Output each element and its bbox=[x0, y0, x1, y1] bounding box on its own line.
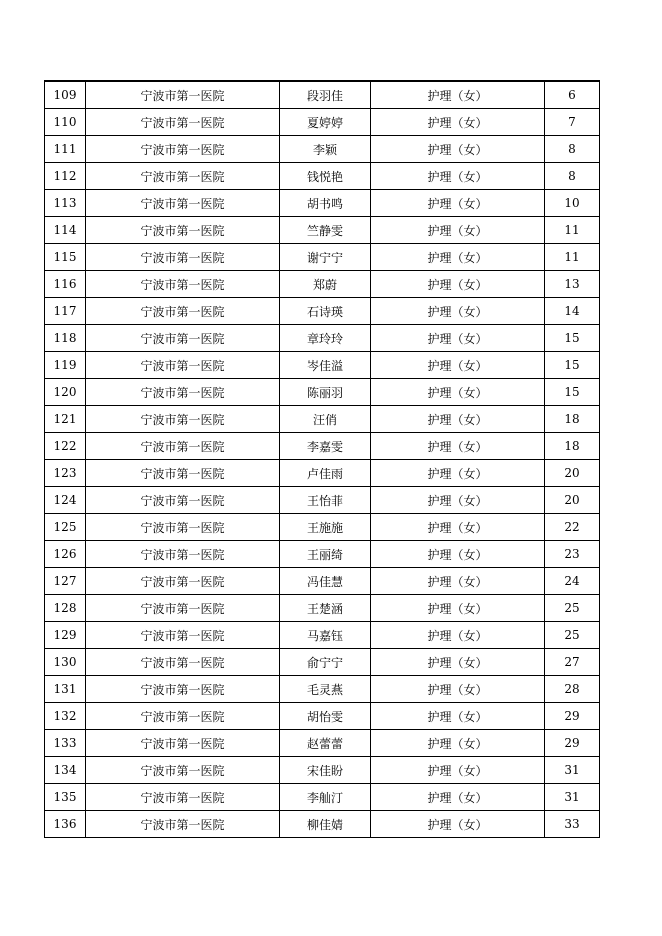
row-number-cell: 136 bbox=[45, 811, 86, 838]
table-row bbox=[45, 271, 600, 298]
name-cell: 马嘉钰 bbox=[280, 622, 371, 649]
hospital-cell: 宁波市第一医院 bbox=[86, 352, 280, 379]
hospital-cell: 宁波市第一医院 bbox=[86, 622, 280, 649]
table-row bbox=[45, 81, 600, 109]
hospital-cell: 宁波市第一医院 bbox=[86, 514, 280, 541]
row-number-cell: 128 bbox=[45, 595, 86, 622]
hospital-cell: 宁波市第一医院 bbox=[86, 757, 280, 784]
hospital-cell: 宁波市第一医院 bbox=[86, 541, 280, 568]
hospital-cell: 宁波市第一医院 bbox=[86, 190, 280, 217]
hospital-cell: 宁波市第一医院 bbox=[86, 649, 280, 676]
name-cell: 王丽绮 bbox=[280, 541, 371, 568]
major-cell: 护理（女） bbox=[371, 352, 545, 379]
row-number-cell: 109 bbox=[45, 81, 86, 109]
major-cell: 护理（女） bbox=[371, 541, 545, 568]
name-cell: 赵蕾蕾 bbox=[280, 730, 371, 757]
major-cell: 护理（女） bbox=[371, 460, 545, 487]
rank-cell: 31 bbox=[545, 757, 600, 784]
major-cell: 护理（女） bbox=[371, 649, 545, 676]
major-cell: 护理（女） bbox=[371, 244, 545, 271]
name-cell: 李颖 bbox=[280, 136, 371, 163]
row-number-cell: 118 bbox=[45, 325, 86, 352]
hospital-cell: 宁波市第一医院 bbox=[86, 595, 280, 622]
hospital-cell: 宁波市第一医院 bbox=[86, 703, 280, 730]
table-row bbox=[45, 487, 600, 514]
table-row bbox=[45, 568, 600, 595]
hospital-cell: 宁波市第一医院 bbox=[86, 244, 280, 271]
table-row bbox=[45, 811, 600, 838]
hospital-cell: 宁波市第一医院 bbox=[86, 271, 280, 298]
rank-cell: 20 bbox=[545, 487, 600, 514]
table-row bbox=[45, 406, 600, 433]
table-row bbox=[45, 190, 600, 217]
rank-cell: 15 bbox=[545, 325, 600, 352]
major-cell: 护理（女） bbox=[371, 487, 545, 514]
major-cell: 护理（女） bbox=[371, 622, 545, 649]
major-cell: 护理（女） bbox=[371, 406, 545, 433]
major-cell: 护理（女） bbox=[371, 514, 545, 541]
major-cell: 护理（女） bbox=[371, 81, 545, 109]
row-number-cell: 114 bbox=[45, 217, 86, 244]
table-row bbox=[45, 703, 600, 730]
table-row bbox=[45, 325, 600, 352]
hospital-cell: 宁波市第一医院 bbox=[86, 406, 280, 433]
table-row bbox=[45, 649, 600, 676]
hospital-cell: 宁波市第一医院 bbox=[86, 136, 280, 163]
row-number-cell: 121 bbox=[45, 406, 86, 433]
name-cell: 胡怡雯 bbox=[280, 703, 371, 730]
rank-cell: 27 bbox=[545, 649, 600, 676]
row-number-cell: 110 bbox=[45, 109, 86, 136]
row-number-cell: 122 bbox=[45, 433, 86, 460]
table-row bbox=[45, 298, 600, 325]
table-row bbox=[45, 163, 600, 190]
name-cell: 李嘉雯 bbox=[280, 433, 371, 460]
name-cell: 柳佳婧 bbox=[280, 811, 371, 838]
rank-cell: 23 bbox=[545, 541, 600, 568]
table-row bbox=[45, 136, 600, 163]
row-number-cell: 125 bbox=[45, 514, 86, 541]
name-cell: 胡书鸣 bbox=[280, 190, 371, 217]
hospital-cell: 宁波市第一医院 bbox=[86, 784, 280, 811]
table-row bbox=[45, 433, 600, 460]
row-number-cell: 133 bbox=[45, 730, 86, 757]
row-number-cell: 126 bbox=[45, 541, 86, 568]
row-number-cell: 119 bbox=[45, 352, 86, 379]
name-cell: 李舢汀 bbox=[280, 784, 371, 811]
table-row bbox=[45, 757, 600, 784]
name-cell: 岑佳溢 bbox=[280, 352, 371, 379]
rank-cell: 25 bbox=[545, 595, 600, 622]
name-cell: 冯佳慧 bbox=[280, 568, 371, 595]
table-row bbox=[45, 352, 600, 379]
table-row bbox=[45, 109, 600, 136]
row-number-cell: 123 bbox=[45, 460, 86, 487]
major-cell: 护理（女） bbox=[371, 568, 545, 595]
major-cell: 护理（女） bbox=[371, 298, 545, 325]
rank-cell: 8 bbox=[545, 136, 600, 163]
table-row bbox=[45, 784, 600, 811]
rank-cell: 28 bbox=[545, 676, 600, 703]
row-number-cell: 113 bbox=[45, 190, 86, 217]
table-row bbox=[45, 622, 600, 649]
table-row bbox=[45, 244, 600, 271]
roster-table bbox=[44, 80, 600, 838]
name-cell: 王施施 bbox=[280, 514, 371, 541]
row-number-cell: 117 bbox=[45, 298, 86, 325]
rank-cell: 29 bbox=[545, 703, 600, 730]
rank-cell: 7 bbox=[545, 109, 600, 136]
rank-cell: 18 bbox=[545, 406, 600, 433]
name-cell: 卢佳雨 bbox=[280, 460, 371, 487]
row-number-cell: 134 bbox=[45, 757, 86, 784]
name-cell: 钱悦艳 bbox=[280, 163, 371, 190]
rank-cell: 22 bbox=[545, 514, 600, 541]
major-cell: 护理（女） bbox=[371, 325, 545, 352]
rank-cell: 13 bbox=[545, 271, 600, 298]
name-cell: 夏婷婷 bbox=[280, 109, 371, 136]
major-cell: 护理（女） bbox=[371, 703, 545, 730]
major-cell: 护理（女） bbox=[371, 784, 545, 811]
name-cell: 竺静雯 bbox=[280, 217, 371, 244]
roster-table-body bbox=[45, 81, 600, 838]
hospital-cell: 宁波市第一医院 bbox=[86, 460, 280, 487]
rank-cell: 8 bbox=[545, 163, 600, 190]
name-cell: 谢宁宁 bbox=[280, 244, 371, 271]
name-cell: 陈丽羽 bbox=[280, 379, 371, 406]
major-cell: 护理（女） bbox=[371, 379, 545, 406]
name-cell: 王怡菲 bbox=[280, 487, 371, 514]
rank-cell: 15 bbox=[545, 379, 600, 406]
table-row bbox=[45, 541, 600, 568]
table-row bbox=[45, 460, 600, 487]
name-cell: 段羽佳 bbox=[280, 81, 371, 109]
name-cell: 毛灵燕 bbox=[280, 676, 371, 703]
rank-cell: 15 bbox=[545, 352, 600, 379]
row-number-cell: 130 bbox=[45, 649, 86, 676]
row-number-cell: 115 bbox=[45, 244, 86, 271]
name-cell: 俞宁宁 bbox=[280, 649, 371, 676]
table-row bbox=[45, 595, 600, 622]
hospital-cell: 宁波市第一医院 bbox=[86, 676, 280, 703]
hospital-cell: 宁波市第一医院 bbox=[86, 163, 280, 190]
hospital-cell: 宁波市第一医院 bbox=[86, 811, 280, 838]
rank-cell: 14 bbox=[545, 298, 600, 325]
major-cell: 护理（女） bbox=[371, 217, 545, 244]
major-cell: 护理（女） bbox=[371, 163, 545, 190]
major-cell: 护理（女） bbox=[371, 676, 545, 703]
hospital-cell: 宁波市第一医院 bbox=[86, 109, 280, 136]
major-cell: 护理（女） bbox=[371, 271, 545, 298]
rank-cell: 11 bbox=[545, 217, 600, 244]
row-number-cell: 111 bbox=[45, 136, 86, 163]
rank-cell: 33 bbox=[545, 811, 600, 838]
major-cell: 护理（女） bbox=[371, 595, 545, 622]
rank-cell: 25 bbox=[545, 622, 600, 649]
rank-cell: 24 bbox=[545, 568, 600, 595]
name-cell: 王楚涵 bbox=[280, 595, 371, 622]
row-number-cell: 131 bbox=[45, 676, 86, 703]
table-row bbox=[45, 379, 600, 406]
table-row bbox=[45, 514, 600, 541]
rank-cell: 20 bbox=[545, 460, 600, 487]
rank-cell: 29 bbox=[545, 730, 600, 757]
table-row bbox=[45, 676, 600, 703]
row-number-cell: 127 bbox=[45, 568, 86, 595]
rank-cell: 18 bbox=[545, 433, 600, 460]
major-cell: 护理（女） bbox=[371, 433, 545, 460]
name-cell: 宋佳盼 bbox=[280, 757, 371, 784]
row-number-cell: 116 bbox=[45, 271, 86, 298]
rank-cell: 10 bbox=[545, 190, 600, 217]
hospital-cell: 宁波市第一医院 bbox=[86, 217, 280, 244]
row-number-cell: 132 bbox=[45, 703, 86, 730]
hospital-cell: 宁波市第一医院 bbox=[86, 298, 280, 325]
hospital-cell: 宁波市第一医院 bbox=[86, 568, 280, 595]
row-number-cell: 112 bbox=[45, 163, 86, 190]
name-cell: 郑蔚 bbox=[280, 271, 371, 298]
rank-cell: 31 bbox=[545, 784, 600, 811]
major-cell: 护理（女） bbox=[371, 811, 545, 838]
table-row bbox=[45, 217, 600, 244]
major-cell: 护理（女） bbox=[371, 136, 545, 163]
major-cell: 护理（女） bbox=[371, 109, 545, 136]
name-cell: 章玲玲 bbox=[280, 325, 371, 352]
hospital-cell: 宁波市第一医院 bbox=[86, 730, 280, 757]
hospital-cell: 宁波市第一医院 bbox=[86, 487, 280, 514]
major-cell: 护理（女） bbox=[371, 757, 545, 784]
hospital-cell: 宁波市第一医院 bbox=[86, 379, 280, 406]
hospital-cell: 宁波市第一医院 bbox=[86, 325, 280, 352]
major-cell: 护理（女） bbox=[371, 730, 545, 757]
rank-cell: 6 bbox=[545, 81, 600, 109]
major-cell: 护理（女） bbox=[371, 190, 545, 217]
row-number-cell: 124 bbox=[45, 487, 86, 514]
row-number-cell: 129 bbox=[45, 622, 86, 649]
row-number-cell: 120 bbox=[45, 379, 86, 406]
hospital-cell: 宁波市第一医院 bbox=[86, 433, 280, 460]
name-cell: 石诗瑛 bbox=[280, 298, 371, 325]
hospital-cell: 宁波市第一医院 bbox=[86, 81, 280, 109]
row-number-cell: 135 bbox=[45, 784, 86, 811]
name-cell: 汪俏 bbox=[280, 406, 371, 433]
table-row bbox=[45, 730, 600, 757]
rank-cell: 11 bbox=[545, 244, 600, 271]
